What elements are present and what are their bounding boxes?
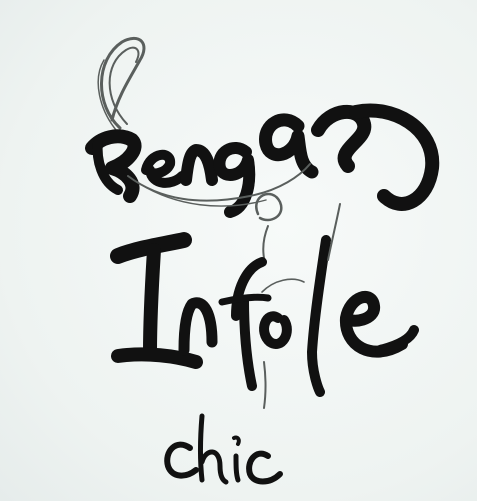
h-letter: [201, 416, 227, 482]
l-stem: [312, 240, 326, 392]
c-letter: [167, 445, 196, 476]
infole-wisp: [262, 279, 304, 292]
n-letter: [186, 150, 212, 180]
e-letter: [146, 155, 182, 183]
g-letter: [219, 148, 249, 212]
s-letter: [318, 112, 364, 166]
i-stem: [150, 250, 154, 352]
infole-drip: [264, 362, 266, 408]
g-loop: [256, 194, 281, 220]
calligraphy-line-chic: [167, 416, 280, 482]
g-drip: [263, 226, 268, 258]
i-bottom-bar: [118, 354, 196, 362]
c2-letter: [249, 454, 280, 482]
f-cross: [222, 297, 268, 302]
i3-letter: [236, 456, 238, 480]
a-letter: [266, 120, 312, 172]
calligraphy-line-rengas: [92, 38, 432, 258]
i3-dot: [234, 437, 239, 444]
n2-letter: [184, 303, 212, 350]
l-dry-top: [328, 204, 340, 260]
f-stem: [236, 262, 262, 386]
e2-tail: [380, 330, 414, 350]
o-letter: [264, 316, 287, 344]
